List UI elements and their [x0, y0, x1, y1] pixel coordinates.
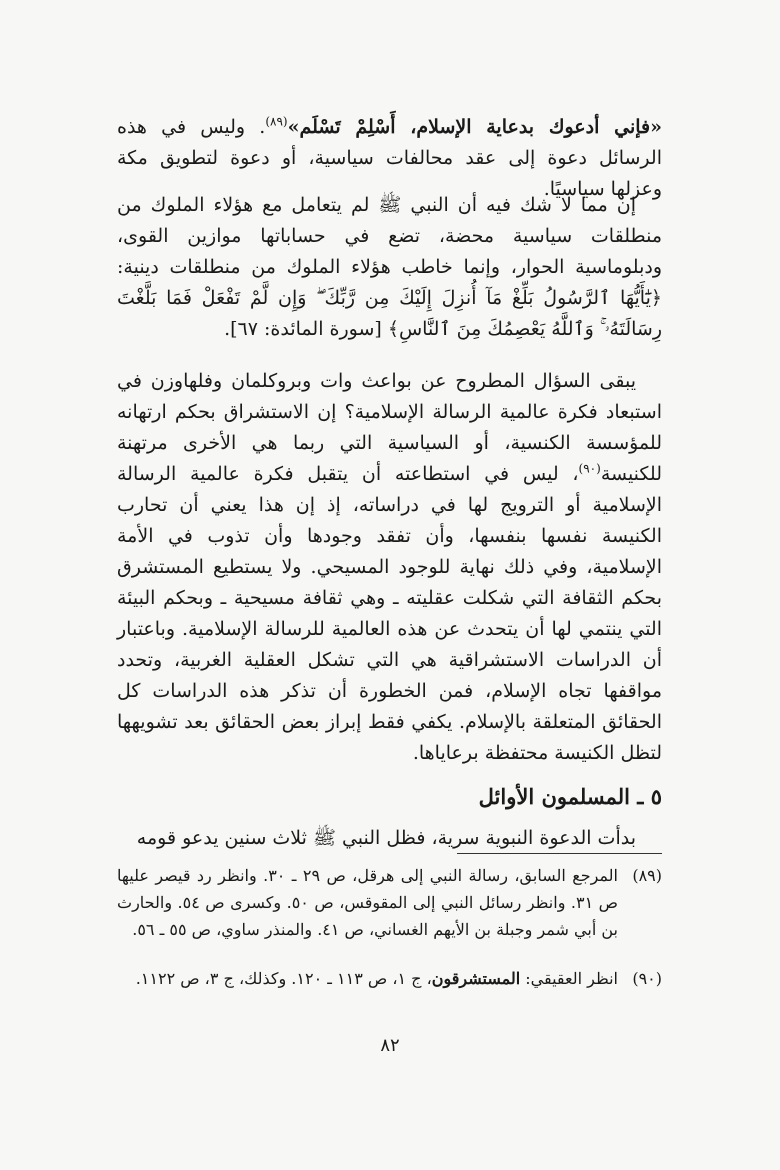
- footnote-ref-90: (٩٠): [578, 461, 601, 476]
- footnote-89: [117, 862, 662, 943]
- paragraph-4: [117, 823, 662, 854]
- paragraph-2-text: إن مما لا شك فيه أن النبي ﷺ لم يتعامل مع هؤلاء الملوك من منطلقات سياسية محضة، تضع في حساباتها موازين القوى، ودبلوماسية الحوار، وإنما خاطب هؤلاء الملوك من منطلقات دينية: ﴿يَٰٓأَيُّهَا ٱلرَّسُولُ بَلِّغْ مَآ أُنزِلَ إِلَيْكَ مِن رَّبِّكَ ۖ وَإِن لَّمْ تَفْعَلْ فَمَا بَلَّغْتَ رِسَالَتَهُۥ ۚ وَٱللَّهُ يَعْصِمُكَ مِنَ ٱلنَّاسِ﴾ [سورة المائدة: ٦٧].: [117, 194, 662, 340]
- footnote-text: [117, 965, 618, 992]
- prophet-quote: «فإني أدعوك بدعاية الإسلام، أَسْلِمْ تَسْلَم»: [287, 116, 662, 138]
- footnote-ref-89: (٨٩): [265, 114, 288, 129]
- section-heading: ٥ ـ المسلمون الأوائل: [478, 784, 662, 809]
- paragraph-3-text-a: يبقى السؤال المطروح عن بواعث وات وبروكلمان وفلهاوزن في استبعاد فكرة عالمية الرسالة الإسلامية؟ إن الاستشراق بحكم ارتهانه للمؤسسة الكنسية، أو السياسية التي ربما هي الأخرى مرتهنة للكنيسة: [117, 370, 662, 485]
- paragraph-1-text: . وليس في هذه الرسائل دعوة إلى عقد محالفات سياسية، أو دعوة لتطويق مكة وعزلها سياسيًا.: [117, 116, 662, 200]
- footnote-text-pre: انظر العقيقي:: [520, 969, 618, 988]
- paragraph-3: [117, 366, 662, 769]
- footnote-number: (٩٠): [632, 969, 662, 988]
- book-title: المستشرقون: [431, 969, 521, 988]
- footnote-number: (٨٩): [632, 866, 662, 885]
- footnote-90: [117, 965, 662, 992]
- paragraph-2: [117, 190, 662, 345]
- footnote-divider: [457, 853, 662, 854]
- page-number: ٨٢: [380, 1035, 400, 1056]
- footnote-text: المرجع السابق، رسالة النبي إلى هرقل، ص ٢٩ ـ ٣٠. وانظر رد قيصر عليها ص ٣١. وانظر رسائل النبي إلى المقوقس، ص ٥٠. وكسرى ص ٥٤. والحارث بن أبي شمر وجبلة بن الأيهم الغساني، ص ٤١. والمنذر ساوي، ص ٥٥ ـ ٥٦.: [117, 866, 619, 939]
- paragraph-4-text: بدأت الدعوة النبوية سرية، فظل النبي ﷺ ثلاث سنين يدعو قومه: [136, 827, 636, 849]
- paragraph-3-text-b: ، ليس في استطاعته أن يتقبل فكرة عالمية الرسالة الإسلامية أو الترويج لها في دراساته، إذ إن هذا يعني أن تحارب الكنيسة نفسها بنفسها، وأن تفقد وجودها وأن تذوب في الأمة الإسلامية، وفي ذلك نهاية للوجود المسيحي. ولا يستطيع المستشرق بحكم الثقافة التي شكلت عقليته ـ وهي ثقافة مسيحية ـ وبحكم البيئة التي ينتمي لها أن يتحدث عن هذه العالمية للرسالة الإسلامية. وباعتبار أن الدراسات الاستشراقية هي التي تشكل العقلية الغربية، وتحدد مواقفها تجاه الإسلام، فمن الخطورة أن تذكر هذه الدراسات كل الحقائق المتعلقة بالإسلام. يكفي فقط إبراز بعض الحقائق بعد تشويهها لتظل الكنيسة محتفظة برعاياها.: [117, 463, 662, 764]
- footnote-text-post: ، ج ١، ص ١١٣ ـ ١٢٠. وكذلك، ج ٣، ص ١١٢٢.: [135, 969, 432, 988]
